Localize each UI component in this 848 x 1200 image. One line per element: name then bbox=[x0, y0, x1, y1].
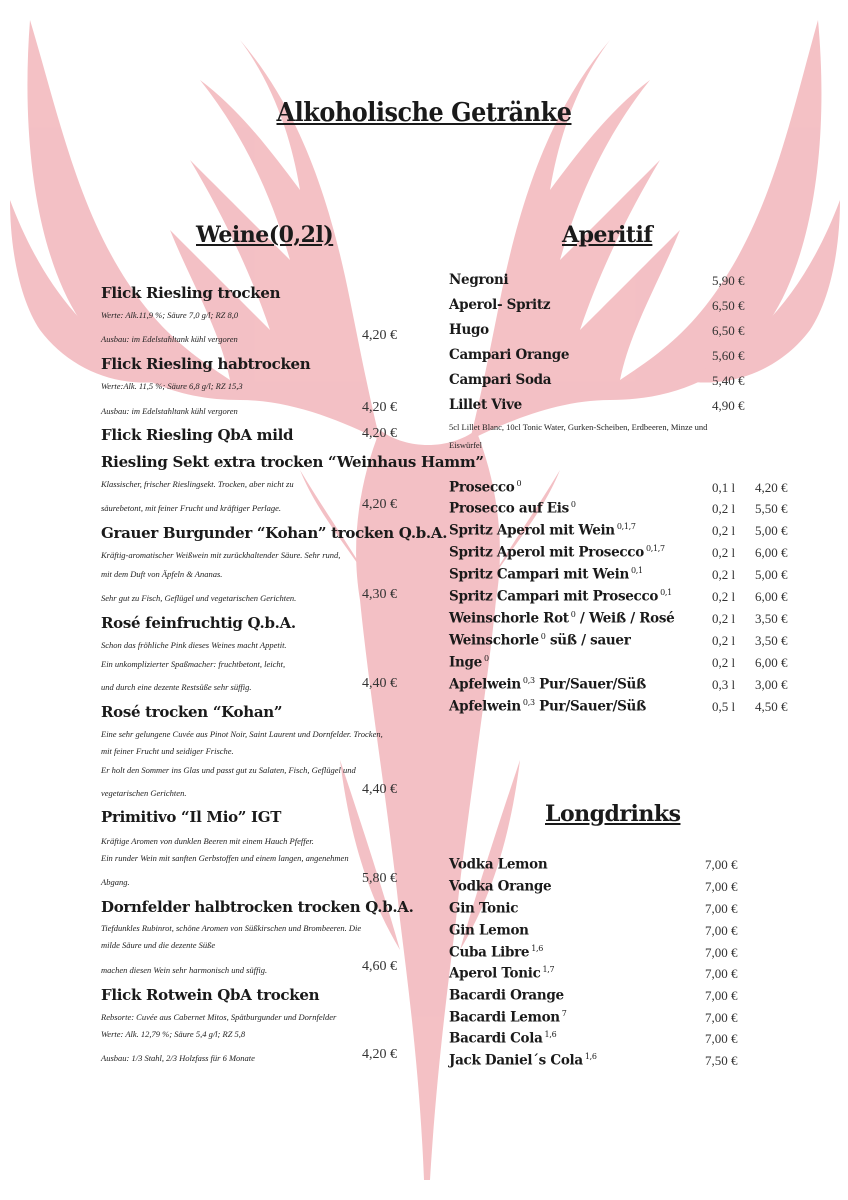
spritz-name: Spritz Aperol mit Prosecco bbox=[449, 544, 644, 561]
lillet-desc: 5cl Lillet Blanc, 10cl Tonic Water, Gurken-Scheiben, Erdbeeren, Minze und bbox=[449, 422, 708, 432]
longdrink-name: Bacardi Orange bbox=[449, 987, 564, 1004]
spritz-price: 5,00 € bbox=[755, 523, 788, 538]
longdrink-row bbox=[449, 987, 566, 1004]
allergen-codes: 0 bbox=[570, 500, 576, 509]
wine-name: Rosé trocken “Kohan” bbox=[101, 703, 283, 721]
wine-price: 5,80 € bbox=[362, 871, 397, 886]
aperitif-name: Lillet Vive bbox=[449, 397, 522, 413]
longdrink-price: 7,00 € bbox=[705, 923, 738, 938]
spritz-price: 5,00 € bbox=[755, 567, 788, 582]
longdrink-name: Vodka Orange bbox=[449, 878, 552, 895]
allergen-codes: 1,6 bbox=[544, 1030, 557, 1039]
wine-desc: Abgang. bbox=[101, 877, 130, 887]
aperitif-price: 5,90 € bbox=[712, 273, 745, 288]
spritz-price: 3,50 € bbox=[755, 611, 788, 626]
spritz-name: Apfelwein bbox=[449, 676, 521, 693]
spritz-name: Prosecco auf Eis bbox=[449, 500, 569, 517]
spritz-name: Weinschorle Rot bbox=[449, 610, 569, 627]
spritz-name: Spritz Aperol mit Wein bbox=[449, 522, 615, 539]
aperitif-name: Hugo bbox=[449, 322, 489, 338]
aperitif-price: 5,60 € bbox=[712, 348, 745, 363]
page-title: Alkoholische Getränke bbox=[276, 98, 572, 128]
longdrink-price: 7,00 € bbox=[705, 1031, 738, 1046]
wine-desc: Ausbau: 1/3 Stahl, 2/3 Holzfass für 6 Monate bbox=[101, 1053, 255, 1063]
spritz-size: 0,1 l bbox=[712, 480, 736, 495]
allergen-codes: 1,6 bbox=[531, 944, 544, 953]
longdrink-price: 7,00 € bbox=[705, 988, 738, 1003]
allergen-codes: 0,3 bbox=[522, 676, 535, 685]
spritz-variants: Pur/Sauer/Süß bbox=[534, 676, 647, 693]
wine-price: 4,20 € bbox=[362, 1047, 397, 1062]
spritz-price: 4,20 € bbox=[755, 480, 788, 495]
wine-desc: säurebetont, mit feiner Frucht und kräftiger Perlage. bbox=[101, 503, 282, 513]
allergen-codes: 1,6 bbox=[584, 1052, 597, 1061]
wine-desc: Ein unkomplizierter Spaßmacher: fruchtbetont, leicht, bbox=[101, 659, 286, 669]
allergen-codes: 1,7 bbox=[542, 965, 555, 974]
spritz-price: 5,50 € bbox=[755, 501, 788, 516]
wine-name: Flick Riesling habtrocken bbox=[101, 355, 311, 373]
spritz-row bbox=[449, 522, 636, 539]
allergen-codes: 0 bbox=[483, 654, 489, 663]
wine-name: Flick Riesling QbA mild bbox=[101, 426, 294, 444]
spritz-row bbox=[449, 544, 665, 561]
longdrink-price: 7,00 € bbox=[705, 879, 738, 894]
wine-desc: Werte: Alk. 12,79 %; Säure 5,4 g/l; RZ 5,8 bbox=[101, 1029, 246, 1039]
longdrink-row bbox=[449, 878, 553, 895]
wine-desc: Schon das fröhliche Pink dieses Weines macht Appetit. bbox=[101, 640, 287, 650]
allergen-codes: 0,3 bbox=[522, 698, 535, 707]
longdrink-name: Gin Tonic bbox=[449, 900, 519, 917]
wine-desc: vegetarischen Gerichten. bbox=[101, 788, 187, 798]
wine-desc: Ausbau: im Edelstahltank kühl vergoren bbox=[101, 406, 238, 416]
longdrink-row bbox=[449, 1030, 556, 1047]
spritz-variants: Pur/Sauer/Süß bbox=[534, 698, 647, 715]
wine-desc: Tiefdunkles Rubinrot, schöne Aromen von Süßkirschen und Brombeeren. Die bbox=[101, 923, 362, 933]
spritz-size: 0,2 l bbox=[712, 589, 736, 604]
spritz-row bbox=[449, 676, 646, 693]
aperitif-price: 5,40 € bbox=[712, 373, 745, 388]
allergen-codes: 0,1,7 bbox=[616, 522, 636, 531]
spritz-row bbox=[449, 610, 674, 627]
spritz-price: 6,00 € bbox=[755, 589, 788, 604]
wine-desc: Rebsorte: Cuvée aus Cabernet Mitos, Spätburgunder und Dornfelder bbox=[101, 1012, 337, 1022]
wine-price: 4,30 € bbox=[362, 587, 397, 602]
allergen-codes: 0,1,7 bbox=[645, 544, 665, 553]
spritz-name: Prosecco bbox=[449, 479, 515, 496]
spritz-variants: / Weiß / Rosé bbox=[575, 610, 675, 627]
spritz-size: 0,2 l bbox=[712, 501, 736, 516]
spritz-row bbox=[449, 698, 646, 715]
longdrink-row bbox=[449, 922, 531, 939]
longdrinks-heading: Longdrinks bbox=[545, 801, 681, 827]
spritz-price: 3,50 € bbox=[755, 633, 788, 648]
longdrink-row bbox=[449, 1052, 597, 1069]
spritz-price: 6,00 € bbox=[755, 655, 788, 670]
spritz-name: Spritz Campari mit Wein bbox=[449, 566, 629, 583]
longdrink-name: Vodka Lemon bbox=[449, 856, 548, 873]
longdrink-row bbox=[449, 856, 549, 873]
wine-desc: Werte:Alk. 11,5 %; Säure 6,8 g/l; RZ 15,3 bbox=[101, 381, 243, 391]
spritz-row bbox=[449, 500, 576, 517]
spritz-price: 3,00 € bbox=[755, 677, 788, 692]
longdrink-row bbox=[449, 900, 520, 917]
longdrink-row bbox=[449, 965, 554, 982]
spritz-size: 0,2 l bbox=[712, 611, 736, 626]
wine-name: Flick Riesling trocken bbox=[101, 284, 281, 302]
weine-heading: Weine(0,2l) bbox=[196, 222, 334, 248]
wine-price: 4,40 € bbox=[362, 782, 397, 797]
allergen-codes: 0 bbox=[540, 632, 546, 641]
longdrink-row bbox=[449, 1009, 567, 1026]
spritz-price: 6,00 € bbox=[755, 545, 788, 560]
wine-desc: Ein runder Wein mit sanften Gerbstoffen und einem langen, angenehmen bbox=[101, 853, 349, 863]
wine-price: 4,20 € bbox=[362, 400, 397, 415]
longdrink-name: Bacardi Lemon bbox=[449, 1009, 560, 1026]
wine-name: Dornfelder halbtrocken trocken Q.b.A. bbox=[101, 898, 414, 916]
spritz-size: 0,2 l bbox=[712, 545, 736, 560]
aperitif-name: Negroni bbox=[449, 272, 509, 288]
longdrink-row bbox=[449, 944, 543, 961]
wine-desc: Klassischer, frischer Rieslingsekt. Trocken, aber nicht zu bbox=[101, 479, 294, 489]
aperitif-heading: Aperitif bbox=[562, 222, 653, 248]
longdrink-name: Jack Daniel´s Cola bbox=[449, 1052, 583, 1069]
aperitif-price: 6,50 € bbox=[712, 298, 745, 313]
wine-price: 4,60 € bbox=[362, 959, 397, 974]
longdrink-price: 7,00 € bbox=[705, 1010, 738, 1025]
spritz-name: Inge bbox=[449, 654, 482, 671]
spritz-name: Apfelwein bbox=[449, 698, 521, 715]
wine-desc: Werte: Alk.11,9 %; Säure 7,0 g/l; RZ 8,0 bbox=[101, 310, 239, 320]
wine-desc: machen diesen Wein sehr harmonisch und süffig. bbox=[101, 965, 268, 975]
wine-price: 4,20 € bbox=[362, 328, 397, 343]
wine-name: Primitivo “Il Mio” IGT bbox=[101, 808, 282, 826]
longdrink-name: Aperol Tonic bbox=[449, 965, 541, 982]
spritz-row bbox=[449, 588, 672, 605]
longdrink-price: 7,00 € bbox=[705, 901, 738, 916]
longdrink-price: 7,00 € bbox=[705, 857, 738, 872]
spritz-size: 0,3 l bbox=[712, 677, 736, 692]
wine-price: 4,40 € bbox=[362, 676, 397, 691]
allergen-codes: 0,1 bbox=[660, 588, 672, 597]
wine-name: Grauer Burgunder “Kohan” trocken Q.b.A. bbox=[101, 524, 448, 542]
wine-desc: Kräftig-aromatischer Weißwein mit zurückhaltender Säure. Sehr rund, bbox=[101, 550, 341, 560]
aperitif-name: Campari Soda bbox=[449, 372, 552, 388]
spritz-name: Weinschorle bbox=[449, 632, 539, 649]
spritz-size: 0,2 l bbox=[712, 633, 736, 648]
spritz-size: 0,2 l bbox=[712, 523, 736, 538]
wine-desc: Sehr gut zu Fisch, Geflügel und vegetarischen Gerichten. bbox=[101, 593, 297, 603]
wine-name: Rosé feinfruchtig Q.b.A. bbox=[101, 614, 296, 632]
wine-desc: Eine sehr gelungene Cuvée aus Pinot Noir, Saint Laurent und Dornfelder. Trocken, bbox=[101, 729, 383, 739]
spritz-row bbox=[449, 632, 631, 649]
wine-desc: Kräftige Aromen von dunklen Beeren mit einem Hauch Pfeffer. bbox=[101, 836, 314, 846]
spritz-size: 0,2 l bbox=[712, 567, 736, 582]
aperitif-name: Campari Orange bbox=[449, 347, 570, 363]
allergen-codes: 0 bbox=[516, 479, 522, 488]
allergen-codes: 7 bbox=[561, 1009, 567, 1018]
wine-desc: Er holt den Sommer ins Glas und passt gut zu Salaten, Fisch, Geflügel und bbox=[101, 765, 356, 775]
wine-desc: und durch eine dezente Restsüße sehr süffig. bbox=[101, 682, 252, 692]
aperitif-price: 4,90 € bbox=[712, 398, 745, 413]
allergen-codes: 0,1 bbox=[630, 566, 643, 575]
wine-name: Flick Rotwein QbA trocken bbox=[101, 986, 320, 1004]
spritz-row bbox=[449, 566, 643, 583]
longdrink-price: 7,50 € bbox=[705, 1053, 738, 1068]
wine-price: 4,20 € bbox=[362, 497, 397, 512]
wine-desc: mit dem Duft von Äpfeln & Ananas. bbox=[101, 569, 223, 579]
aperitif-price: 6,50 € bbox=[712, 323, 745, 338]
aperitif-name: Aperol- Spritz bbox=[449, 297, 551, 313]
longdrink-price: 7,00 € bbox=[705, 966, 738, 981]
spritz-row bbox=[449, 479, 521, 496]
lillet-desc: Eiswürfel bbox=[449, 440, 483, 450]
longdrink-name: Cuba Libre bbox=[449, 944, 530, 961]
wine-desc: milde Säure und die dezente Süße bbox=[101, 940, 216, 950]
allergen-codes: 0 bbox=[570, 610, 576, 619]
longdrink-price: 7,00 € bbox=[705, 945, 738, 960]
longdrink-name: Gin Lemon bbox=[449, 922, 529, 939]
spritz-variants: süß / sauer bbox=[545, 632, 631, 649]
spritz-size: 0,5 l bbox=[712, 699, 736, 714]
spritz-name: Spritz Campari mit Prosecco bbox=[449, 588, 659, 605]
spritz-price: 4,50 € bbox=[755, 699, 788, 714]
wine-desc: Ausbau: im Edelstahltank kühl vergoren bbox=[101, 334, 238, 344]
spritz-row bbox=[449, 654, 489, 671]
spritz-size: 0,2 l bbox=[712, 655, 736, 670]
wine-price: 4,20 € bbox=[362, 426, 397, 441]
longdrink-name: Bacardi Cola bbox=[449, 1030, 543, 1047]
wine-name: Riesling Sekt extra trocken “Weinhaus Hamm” bbox=[101, 453, 484, 471]
wine-desc: mit feiner Frucht und seidiger Frische. bbox=[101, 746, 234, 756]
